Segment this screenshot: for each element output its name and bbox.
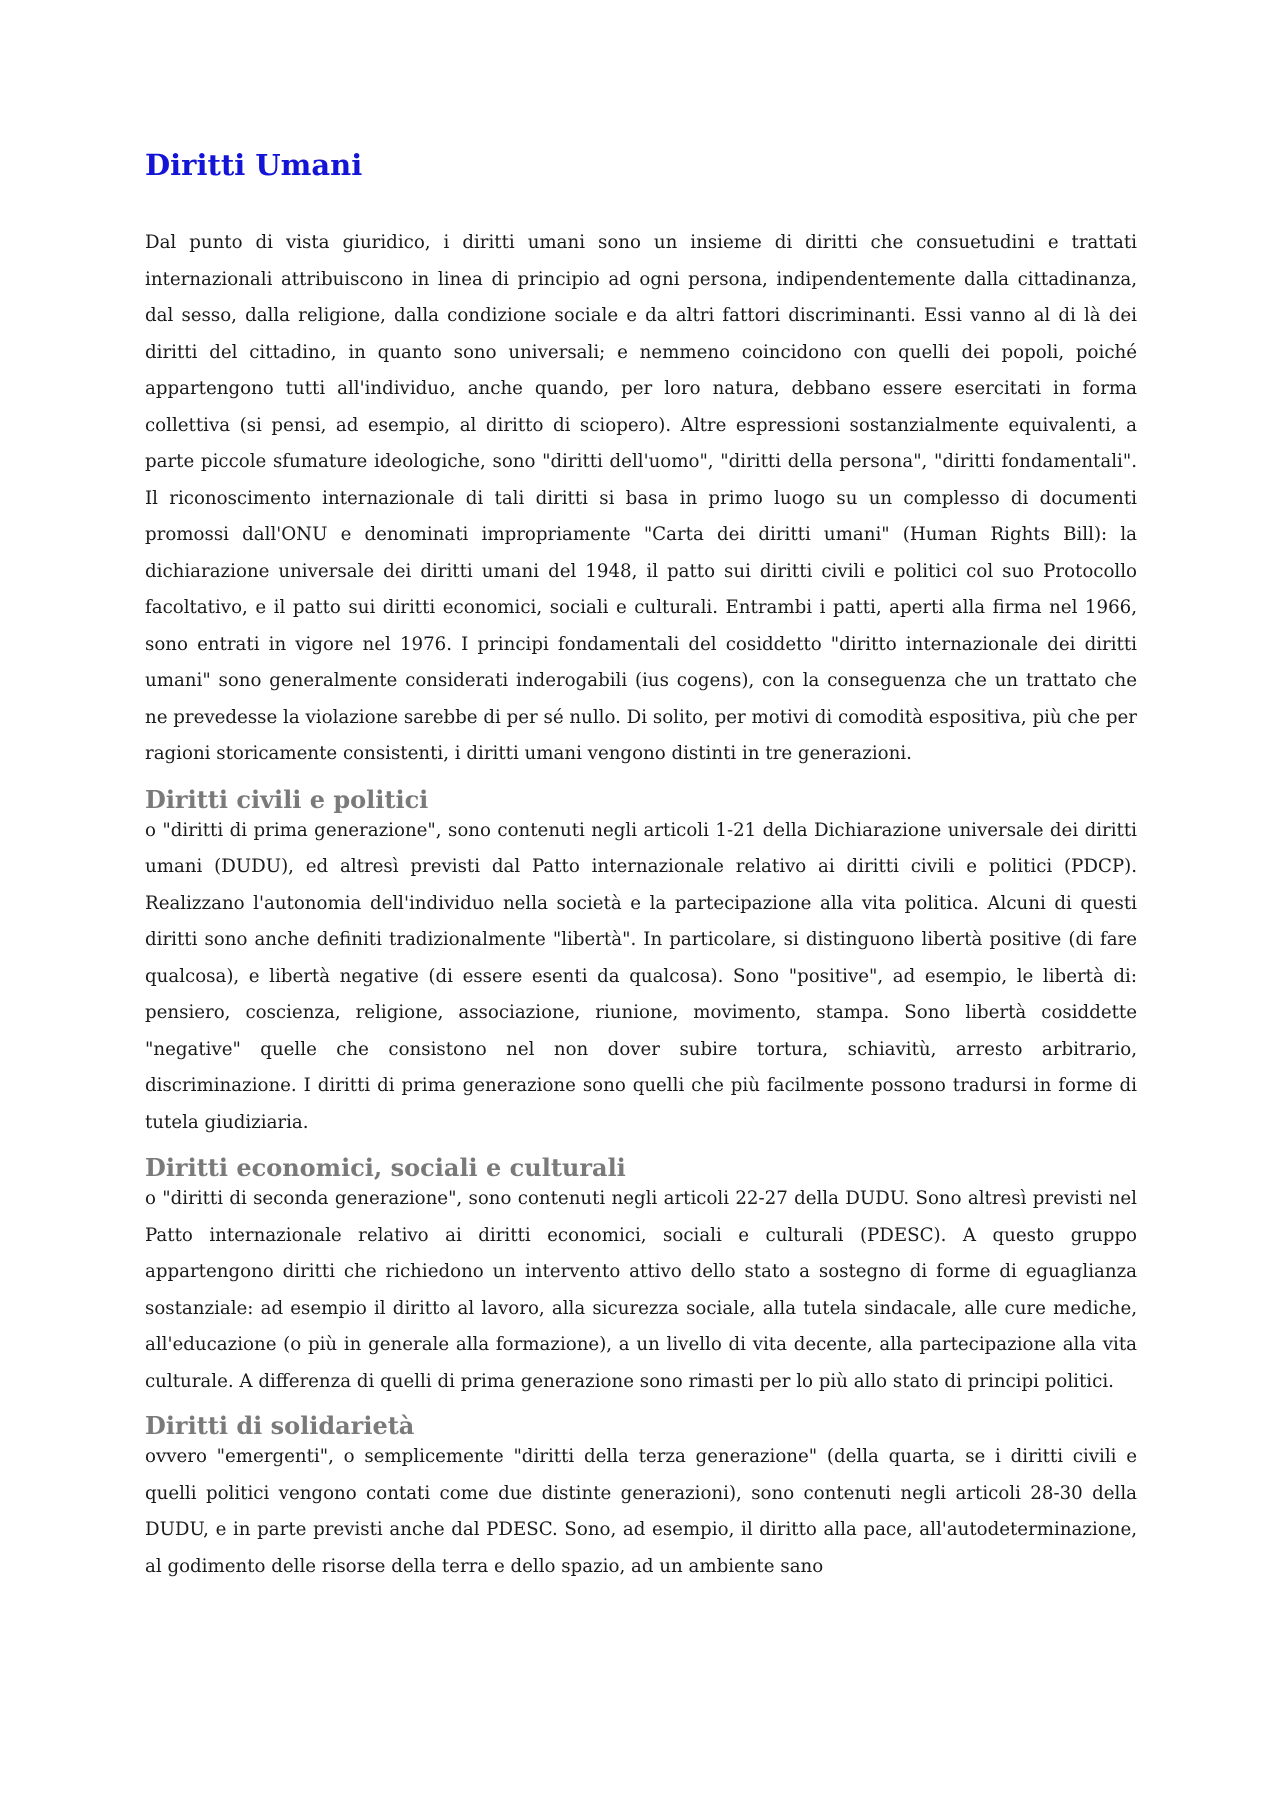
document-title: Diritti Umani [145,148,363,182]
section-body-civil-political: o "diritti di prima generazione", sono contenuti negli articoli 1-21 della Dichiarazione universale dei diritti umani (DUDU), ed altresì previsti dal Patto internazionale relativo ai diritti civili e politici (PDCP). Realizzano l'autonomia dell'individuo nella società e la partecipazione alla vita politica. Alcuni di questi diritti sono anche definiti tradizionalmente "libertà". In particolare, si distinguono libertà positive (di fare qualcosa), e libertà negative (di essere esenti da qualcosa). Sono "positive", ad esempio, le libertà di: pensiero, coscienza, religione, associazione, riunione, movimento, stampa. Sono libertà cosiddette "negative" quelle che consistono nel non dover subire tortura, schiavitù, arresto arbitrario, discriminazione. I diritti di prima generazione sono quelli che più facilmente possono tradursi in forme di tutela giudiziaria. [145,819,1137,1133]
document-page [145,145,1137,1585]
section-heading-economic-social-cultural: Diritti economici, sociali e culturali [145,1153,626,1182]
section-heading-solidarity: Diritti di solidarietà [145,1411,415,1440]
section-heading-civil-political: Diritti civili e politici [145,784,429,814]
section-body-solidarity: ovvero "emergenti", o semplicemente "diritti della terza generazione" (della quarta, se i diritti civili e quelli politici vengono contati come due distinte generazioni), sono contenuti negli articoli 28-30 della DUDU, e in parte previsti anche dal PDESC. Sono, ad esempio, il diritto alla pace, all'autodeterminazione, al godimento delle risorse della terra e dello spazio, ad un ambiente sano [145,1446,1137,1577]
section-body-economic-social-cultural: o "diritti di seconda generazione", sono contenuti negli articoli 22-27 della DUDU. Sono altresì previsti nel Patto internazionale relativo ai diritti economici, sociali e culturali (PDESC). A questo gruppo appartengono diritti che richiedono un intervento attivo dello stato a sostegno di forme di eguaglianza sostanziale: ad esempio il diritto al lavoro, alla sicurezza sociale, alla tutela sindacale, alle cure mediche, all'educazione (o più in generale alla formazione), a un livello di vita decente, alla partecipazione alla vita culturale. A differenza di quelli di prima generazione sono rimasti per lo più allo stato di principi politici. [145,1188,1137,1392]
intro-paragraph: Dal punto di vista giuridico, i diritti umani sono un insieme di diritti che consuetudini e trattati internazionali attribuiscono in linea di principio ad ogni persona, indipendentemente dalla cittadinanza, dal sesso, dalla religione, dalla condizione sociale e da altri fattori discriminanti. Essi vanno al di là dei diritti del cittadino, in quanto sono universali; e nemmeno coincidono con quelli dei popoli, poiché appartengono tutti all'individuo, anche quando, per loro natura, debbano essere esercitati in forma collettiva (si pensi, ad esempio, al diritto di sciopero). Altre espressioni sostanzialmente equivalenti, a parte piccole sfumature ideologiche, sono "diritti dell'uomo", "diritti della persona", "diritti fondamentali". Il riconoscimento internazionale di tali diritti si basa in primo luogo su un complesso di documenti promossi dall'ONU e denominati impropriamente "Carta dei diritti umani" (Human Rights Bill): la dichiarazione universale dei diritti umani del 1948, il patto sui diritti civili e politici col suo Protocollo facoltativo, e il patto sui diritti economici, sociali e culturali. Entrambi i patti, aperti alla firma nel 1966, sono entrati in vigore nel 1976. I principi fondamentali del cosiddetto "diritto internazionale dei diritti umani" sono generalmente considerati inderogabili (ius cogens), con la conseguenza che un trattato che ne prevedesse la violazione sarebbe di per sé nullo. Di solito, per motivi di comodità espositiva, più che per ragioni storicamente consistenti, i diritti umani vengono distinti in tre generazioni. [145,232,1137,764]
